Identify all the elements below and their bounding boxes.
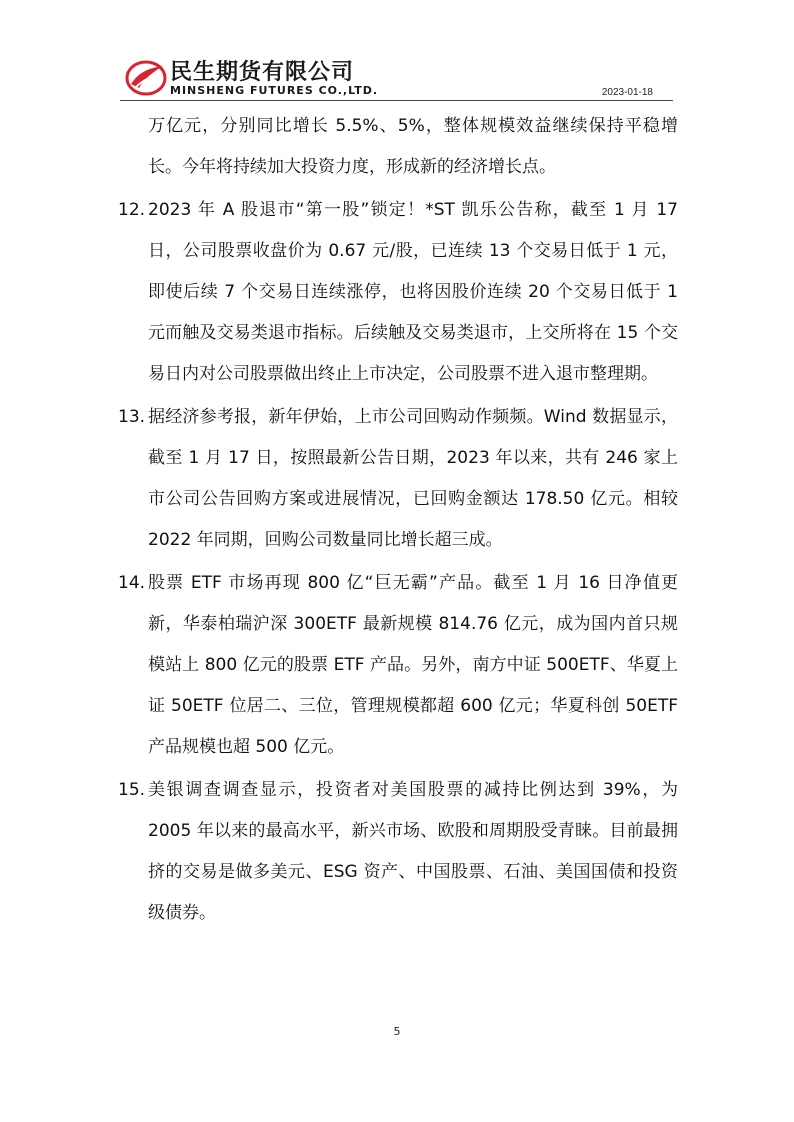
company-name-en: MINSHENG FUTURES CO.,LTD. (170, 84, 379, 97)
list-item-number: 13. (118, 407, 146, 427)
document-body (118, 106, 678, 934)
list-item (118, 563, 678, 768)
list-item (118, 190, 678, 395)
page-number: 5 (393, 1025, 401, 1038)
list-item-number: 15. (118, 780, 146, 800)
continuation-paragraph: 万亿元，分别同比增长 5.5%、5%，整体规模效益继续保持平稳增长。今年将持续加大投资力度，形成新的经济增长点。 (148, 116, 678, 177)
list-item-text: 美银调查调查显示，投资者对美国股票的减持比例达到 39%，为 2005 年以来的最高水平，新兴市场、欧股和周期股受青睐。目前最拥挤的交易是做多美元、ESG 资产、中国股票、石油、美国国债和投资级债券。 (148, 780, 678, 923)
list-item-text: 股票 ETF 市场再现 800 亿“巨无霸”产品。截至 1 月 16 日净值更新，华泰柏瑞沪深 300ETF 最新规模 814.76 亿元，成为国内首只规模站上 800 亿元的股票 ETF 产品。另外，南方中证 500ETF、华夏上证 50ETF 位居二、三位，管理规模都超 600 亿元；华夏科创 50ETF 产品规模也超 500 亿元。 (148, 573, 678, 757)
header-divider (120, 100, 673, 101)
page-header (0, 0, 794, 104)
header-date: 2023-01-18 (601, 87, 653, 98)
list-item-text: 据经济参考报，新年伊始，上市公司回购动作频频。Wind 数据显示，截至 1 月 17 日，按照最新公告日期，2023 年以来，共有 246 家上市公司公告回购方案或进展情况，已回购金额达 178.50 亿元。相较 2022 年同期，回购公司数量同比增长超三成。 (148, 407, 678, 550)
list-item (118, 770, 678, 934)
minsheng-logo-icon (125, 58, 167, 96)
list-item (118, 397, 678, 561)
list-item-number: 14. (118, 573, 146, 593)
list-item-number: 12. (118, 200, 146, 220)
company-name-cn: 民生期货有限公司 (170, 60, 355, 85)
list-item-text: 2023 年 A 股退市“第一股”锁定！*ST 凯乐公告称，截至 1 月 17 日，公司股票收盘价为 0.67 元/股，已连续 13 个交易日低于 1 元，即使后续 7 个交易日连续涨停，也将因股价连续 20 个交易日低于 1 元而触及交易类退市指标。后续触及交易类退市，上交所将在 15 个交易日内对公司股票做出终止上市决定，公司股票不进入退市整理期。 (148, 200, 678, 384)
